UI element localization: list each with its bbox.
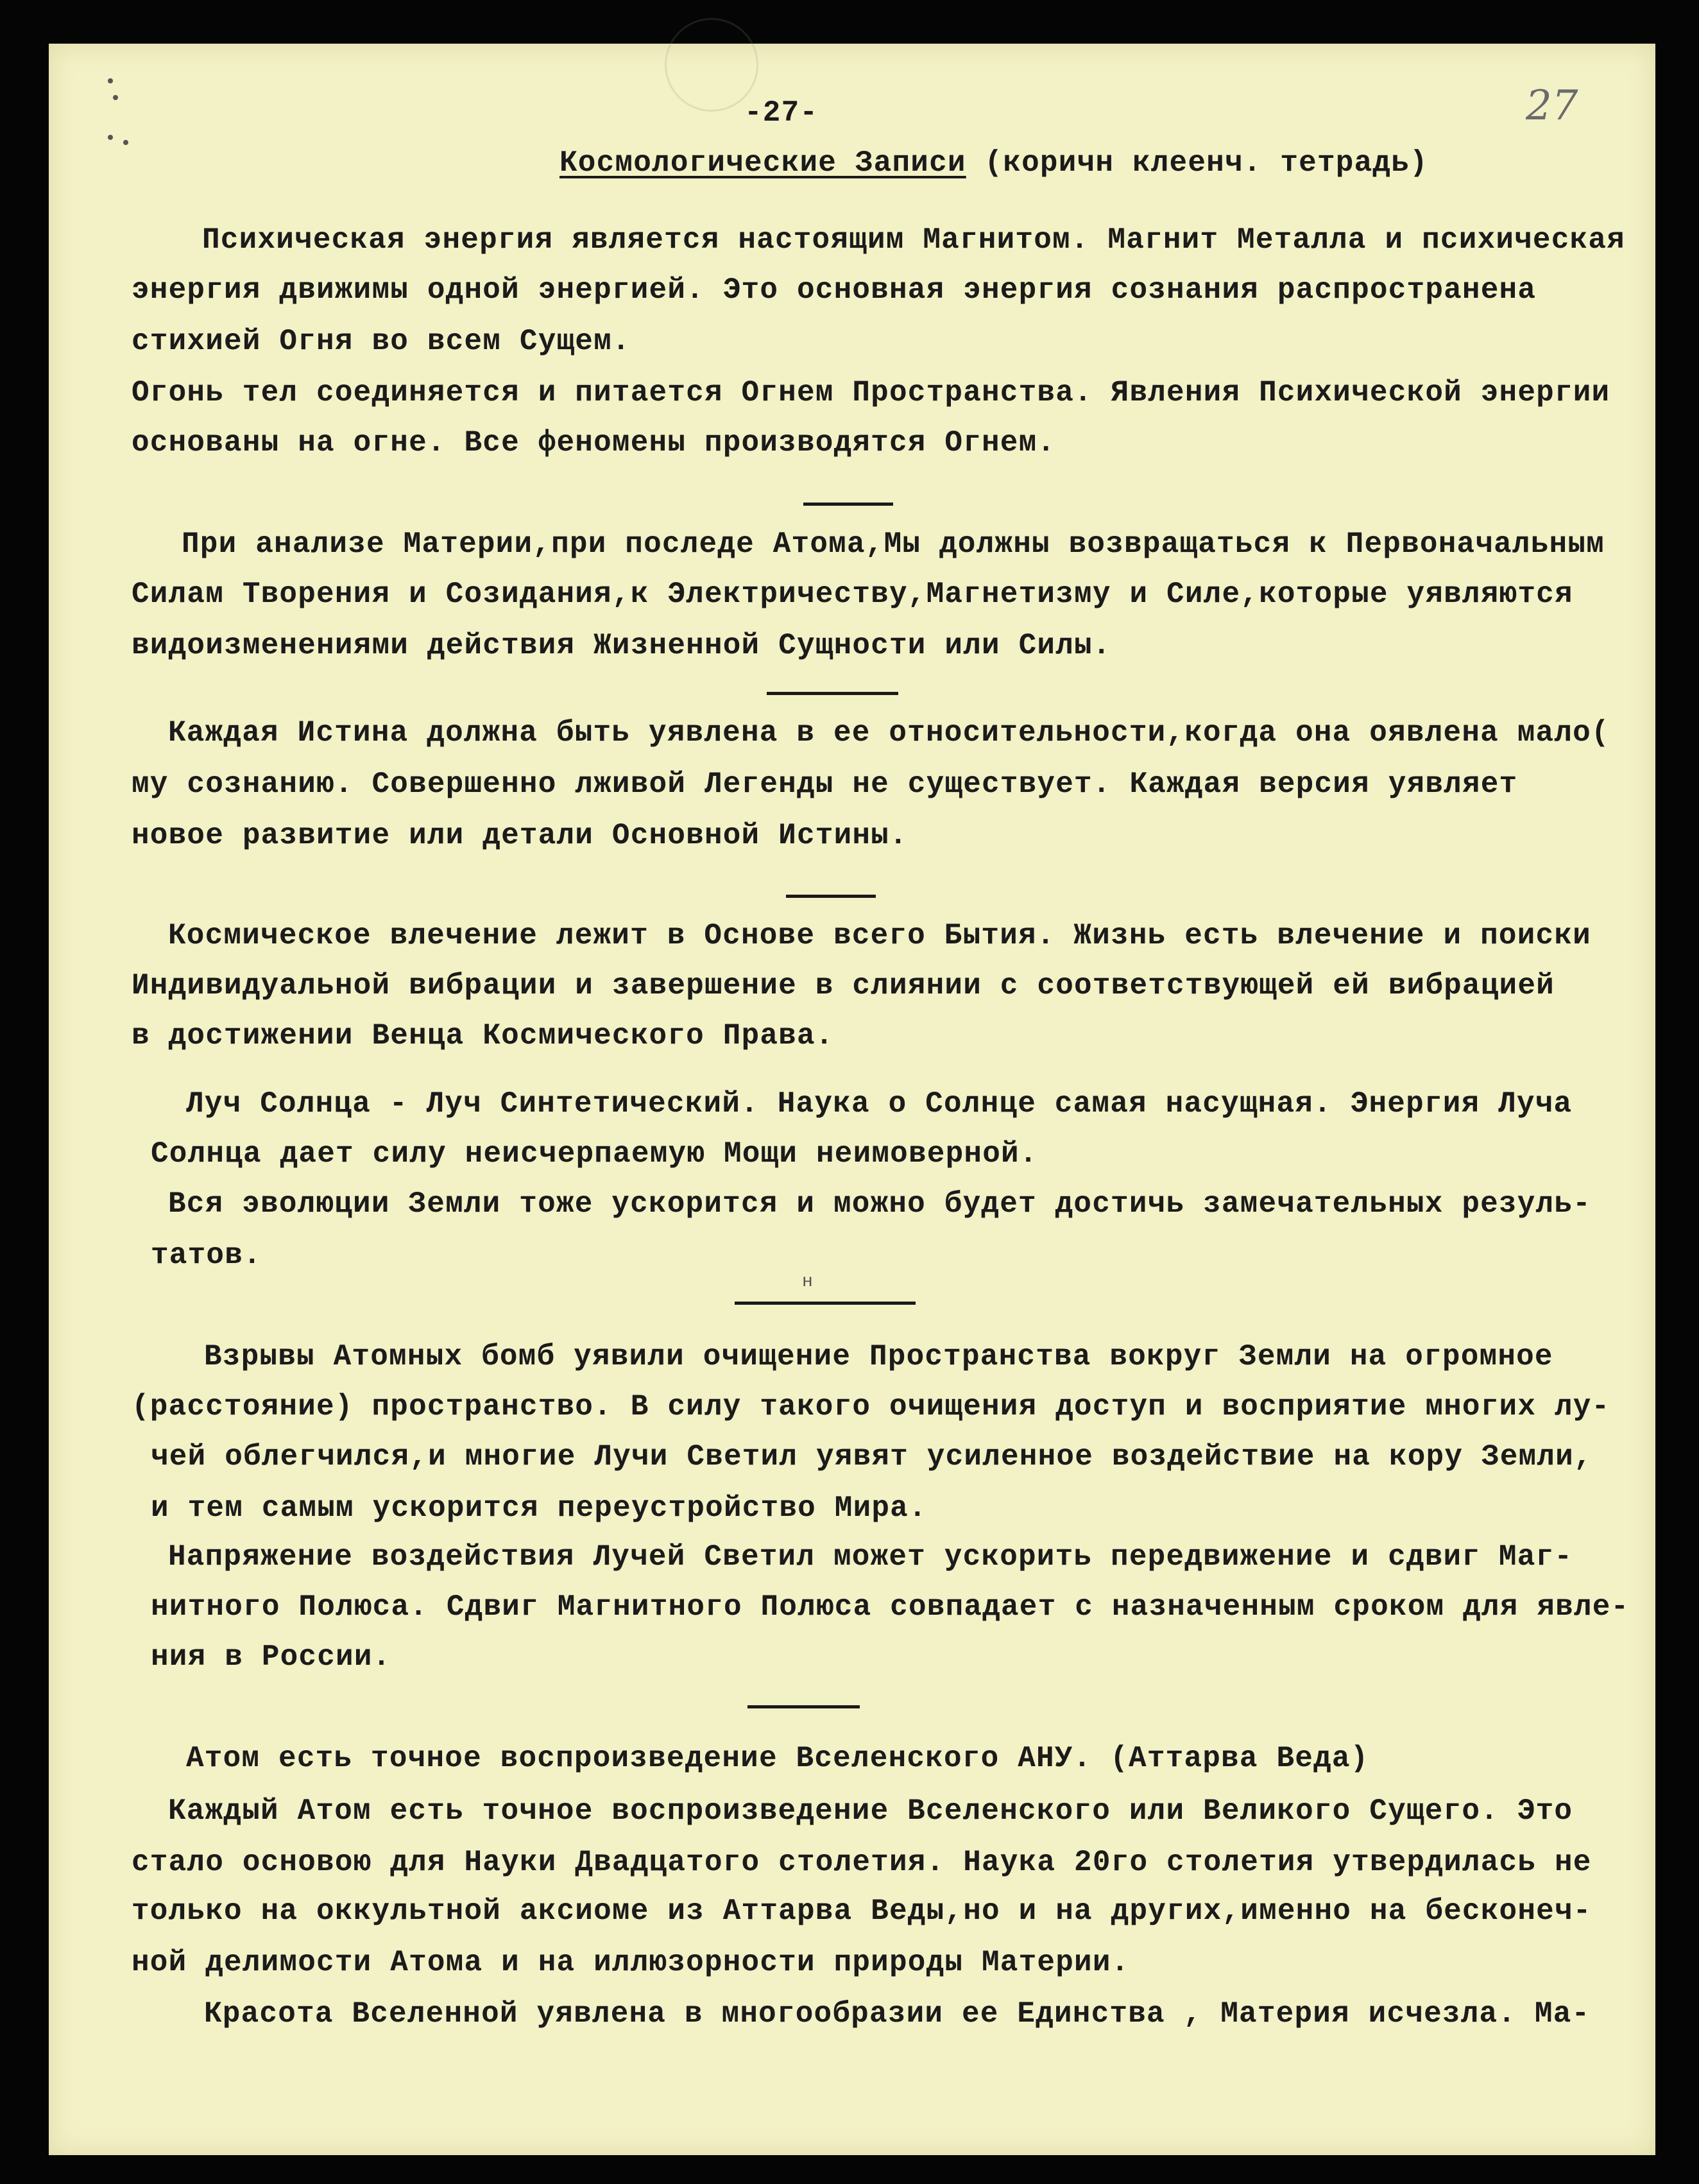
- text-line: Атом есть точное воспроизведение Вселенского АНУ. (Аттарва Веда): [186, 1742, 1369, 1775]
- text-line: (расстояние) пространство. В силу такого очищения доступ и восприятие многих лу-: [132, 1390, 1610, 1423]
- text-line: новое развитие или детали Основной Истины.: [132, 819, 908, 852]
- text-line: Психическая энергия является настоящим Магнитом. Магнит Металла и психическая: [202, 223, 1625, 257]
- text-line: стихией Огня во всем Сущем.: [132, 325, 631, 358]
- text-line: Силам Творения и Созидания,к Электричеству,Магнетизму и Силе,которые уявляются: [132, 578, 1573, 611]
- text-line: видоизменениями действия Жизненной Сущности или Силы.: [132, 629, 1111, 662]
- section-divider: [767, 692, 898, 695]
- text-line: ной делимости Атома и на иллюзорности природы Материи.: [132, 1946, 1130, 1979]
- text-line: Огонь тел соединяется и питается Огнем Пространства. Явления Психической энергии: [132, 376, 1610, 409]
- text-line: Космическое влечение лежит в Основе всего Бытия. Жизнь есть влечение и поиски: [168, 919, 1591, 952]
- text-line: Вся эволюции Земли тоже ускорится и можно будет достичь замечательных резуль-: [168, 1187, 1591, 1221]
- text-line: Красота Вселенной уявлена в многообразии ее Единства , Материя исчезла. Ма-: [204, 1997, 1591, 2031]
- binding-hole-mark: [108, 78, 113, 83]
- section-divider: [803, 503, 893, 506]
- page-number: -27-: [744, 96, 819, 130]
- text-line: При анализе Материи,при последе Атома,Мы должны возвращаться к Первоначальным: [182, 528, 1605, 561]
- text-line: му сознанию. Совершенно лживой Легенды не существует. Каждая версия уявляет: [132, 768, 1518, 801]
- text-line: стало основою для Науки Двадцатого столетия. Наука 20го столетия утвердилась не: [132, 1846, 1592, 1879]
- title-underlined: Космологические Записи: [559, 146, 966, 180]
- text-line: ния в России.: [151, 1640, 391, 1674]
- text-line: нитного Полюса. Сдвиг Магнитного Полюса совпадает с назначенным сроком для явле-: [151, 1590, 1630, 1624]
- page-title: [559, 146, 1428, 180]
- handwritten-page-number: 27: [1526, 82, 1578, 130]
- binding-hole-mark: [108, 135, 113, 140]
- text-line: Взрывы Атомных бомб уявили очищение Пространства вокруг Земли на огромное: [204, 1340, 1553, 1373]
- section-divider: [786, 895, 876, 898]
- text-line: только на оккультной аксиоме из Аттарва Веды,но и на других,именно на бесконеч-: [132, 1895, 1592, 1928]
- text-line: чей облегчился,и многие Лучи Светил уявят усиленное воздействие на кору Земли,: [151, 1440, 1592, 1474]
- text-line: татов.: [151, 1239, 262, 1272]
- separator-mark: н: [802, 1272, 814, 1292]
- text-line: Каждый Атом есть точное воспроизведение Вселенского или Великого Сущего. Это: [168, 1794, 1573, 1828]
- text-line: Солнца дает силу неисчерпаемую Мощи неимоверной.: [151, 1137, 1038, 1171]
- text-line: Луч Солнца - Луч Синтетический. Наука о Солнце самая насущная. Энергия Луча: [186, 1087, 1573, 1121]
- text-line: Напряжение воздействия Лучей Светил может ускорить передвижение и сдвиг Маг-: [168, 1540, 1573, 1574]
- binding-hole-mark: [123, 140, 128, 145]
- section-divider: [735, 1302, 916, 1305]
- text-line: Индивидуальной вибрации и завершение в слиянии с соответствующей ей вибрацией: [132, 969, 1555, 1002]
- text-line: Каждая Истина должна быть уявлена в ее относительности,когда она оявлена мало(: [168, 716, 1610, 750]
- text-line: и тем самым ускорится переустройство Мира.: [151, 1492, 927, 1525]
- binding-hole-mark: [113, 95, 118, 100]
- section-divider: [747, 1705, 860, 1708]
- text-line: основаны на огне. Все феномены производятся Огнем.: [132, 426, 1056, 460]
- text-line: энергия движимы одной энергией. Это основная энергия сознания распространена: [132, 273, 1537, 307]
- text-line: в достижении Венца Космического Права.: [132, 1019, 834, 1053]
- title-rest: (коричн клеенч. тетрадь): [966, 146, 1428, 180]
